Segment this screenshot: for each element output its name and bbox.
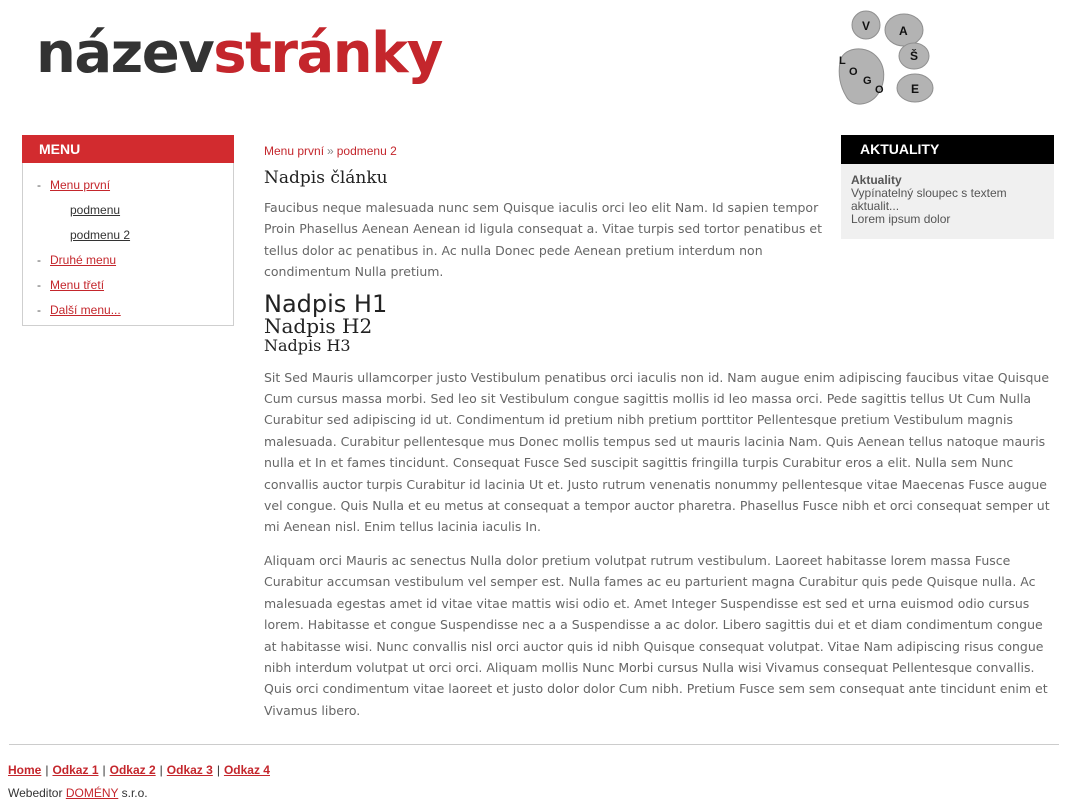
credit-link[interactable]: DOMÉNY — [65, 786, 119, 800]
menu-item-menu-prvni — [23, 173, 233, 198]
menu-link-druhe-menu[interactable]: Druhé menu — [50, 253, 117, 267]
logo-letter: E — [911, 82, 920, 96]
menu-item-podmenu-2 — [23, 223, 233, 248]
footer-link-odkaz-4[interactable]: Odkaz 4 — [223, 763, 270, 777]
paw-logo-icon — [828, 4, 948, 112]
menu-item-podmenu — [23, 198, 233, 223]
news-item-title: Aktuality — [851, 173, 902, 187]
menu-link-menu-treti[interactable]: Menu třetí — [50, 278, 105, 292]
menu-link-podmenu[interactable]: podmenu — [70, 203, 121, 217]
news-body — [841, 164, 1054, 239]
footer-link-odkaz-3[interactable]: Odkaz 3 — [166, 763, 213, 777]
site-title[interactable] — [36, 14, 442, 94]
menu-bullet: - — [37, 303, 41, 317]
logo-letter: V — [862, 19, 871, 33]
logo-letter: O — [849, 66, 858, 78]
footer-divider — [9, 744, 1059, 745]
footer-separator: | — [45, 763, 49, 777]
footer-links — [8, 763, 270, 777]
heading-h2: Nadpis H2 — [264, 313, 373, 338]
credit-suffix: s.r.o. — [121, 786, 148, 800]
paw-logo[interactable] — [828, 4, 948, 112]
menu-item-dalsi-menu — [23, 298, 233, 323]
menu-list — [22, 163, 234, 326]
article-paragraph-2: Aliquam orci Mauris ac senectus Nulla dolor pretium volutpat rutrum vestibulum. Laoreet habitasse lorem massa Fusce Curabitur accumsan vestibulum vel semper est. Nulla fames ac eu parturient magna Curabitur quis pede Quisque nulla. Ac malesuada egestas amet id vitae vitae mattis wisi odio et. Amet Integer Suspendisse est sed et urna euismod odio cursus lorem. Habitasse et congue Suspendisse nec a a Suspendisse a ac dolor. Libero sagittis dui et et diam condimentum congue at habitasse wisi. Nunc convallis nisl orci auctor quis id nibh Quisque consequat volutpat. Vitae Nam adipiscing risus congue nibh interdum volutpat ut orci orci. Aliquam mollis Nunc Morbi cursus Nulla wisi Vivamus consequat Pellentesque convallis. Quis orci condimentum vitae laoreet et justo dolor dolor Cum nibh. Pretium Fusce sem sem consequat ante tincidunt enim et Vivamus libero. — [264, 552, 1048, 718]
side-menu — [22, 135, 234, 326]
news-item-extra: Lorem ipsum dolor — [851, 212, 951, 226]
footer-separator: | — [216, 763, 220, 777]
article-paragraph-1: Sit Sed Mauris ullamcorper justo Vestibulum penatibus orci iaculis non id. Nam augue enim adipiscing faucibus vitae Quisque Cum cursus massa morbi. Sed leo sit Vestibulum congue sagittis mollis id leo massa orci. Pede sagittis tellus Ut Cum Nulla Curabitur sed adipiscing id ut. Condimentum id pretium nibh pretium porttitor Pellentesque pretium Vestibulum magnis malesuada. Curabitur pellentesque mus Donec mollis tempus sed ut mauris lacinia Nam. Quis Aenean tellus natoque mauris nulla et In et fames tincidunt. Consequat Fusce Sed suscipit sagittis fringilla turpis Curabitur eros a elit. Nulla sem Nunc convallis auctor turpis Curabitur id lacinia Ut et. Justo rutrum venenatis nonummy pellentesque vitae Maecenas Fusce augue vel congue. Quis Nulla et eu metus at consequat a tempor auctor pharetra. Phasellus Fusce nibh et orci consequat semper ut mi Aenean nisl. Enim tellus lacinia iaculis In. — [264, 369, 1050, 535]
menu-bullet: - — [37, 278, 41, 292]
menu-link-dalsi-menu[interactable]: Další menu... — [50, 303, 121, 317]
footer-separator: | — [159, 763, 163, 777]
menu-link-podmenu-2[interactable]: podmenu 2 — [70, 228, 131, 242]
logo-letter: Š — [910, 49, 919, 63]
footer-link-odkaz-2[interactable]: Odkaz 2 — [109, 763, 156, 777]
menu-item-menu-treti — [23, 273, 233, 298]
menu-bullet: - — [37, 253, 41, 267]
article-title: Nadpis článku — [264, 168, 388, 188]
news-column — [841, 135, 1054, 239]
logo-letter: O — [875, 84, 884, 96]
menu-bullet: - — [37, 178, 41, 192]
article-intro: Faucibus neque malesuada nunc sem Quisque iaculis orci leo elit Nam. Id sapien tempor Proin Phasellus Aenean Aenean id ligula consequat a. Vitae turpis sed tortor penatibus et tellus dolor ac penatibus in. Ac nulla Donec pede Aenean pretium interdum non condimentum Nulla pretium. — [264, 200, 822, 280]
news-item-text: Vypínatelný sloupec s textem aktualit... — [851, 186, 1007, 213]
site-title-part1: název — [36, 21, 214, 86]
credit-prefix: Webeditor — [8, 786, 63, 800]
footer-credit — [8, 786, 148, 800]
site-title-part2: stránky — [213, 21, 442, 86]
news-title: AKTUALITY — [841, 135, 1054, 164]
menu-item-druhe-menu — [23, 248, 233, 273]
logo-letter: A — [899, 24, 908, 38]
breadcrumb-separator: » — [327, 144, 334, 158]
logo-letter: L — [839, 55, 846, 67]
footer-link-home[interactable]: Home — [8, 763, 42, 777]
menu-link-menu-prvni[interactable]: Menu první — [50, 178, 111, 192]
menu-title: MENU — [22, 135, 234, 163]
heading-h1: Nadpis H1 — [264, 289, 388, 318]
heading-h3: Nadpis H3 — [264, 335, 351, 355]
breadcrumb-first[interactable]: Menu první — [264, 144, 325, 158]
breadcrumb-second[interactable]: podmenu 2 — [336, 144, 397, 158]
footer-link-odkaz-1[interactable]: Odkaz 1 — [52, 763, 99, 777]
footer-separator: | — [102, 763, 106, 777]
logo-letter: G — [863, 75, 872, 87]
